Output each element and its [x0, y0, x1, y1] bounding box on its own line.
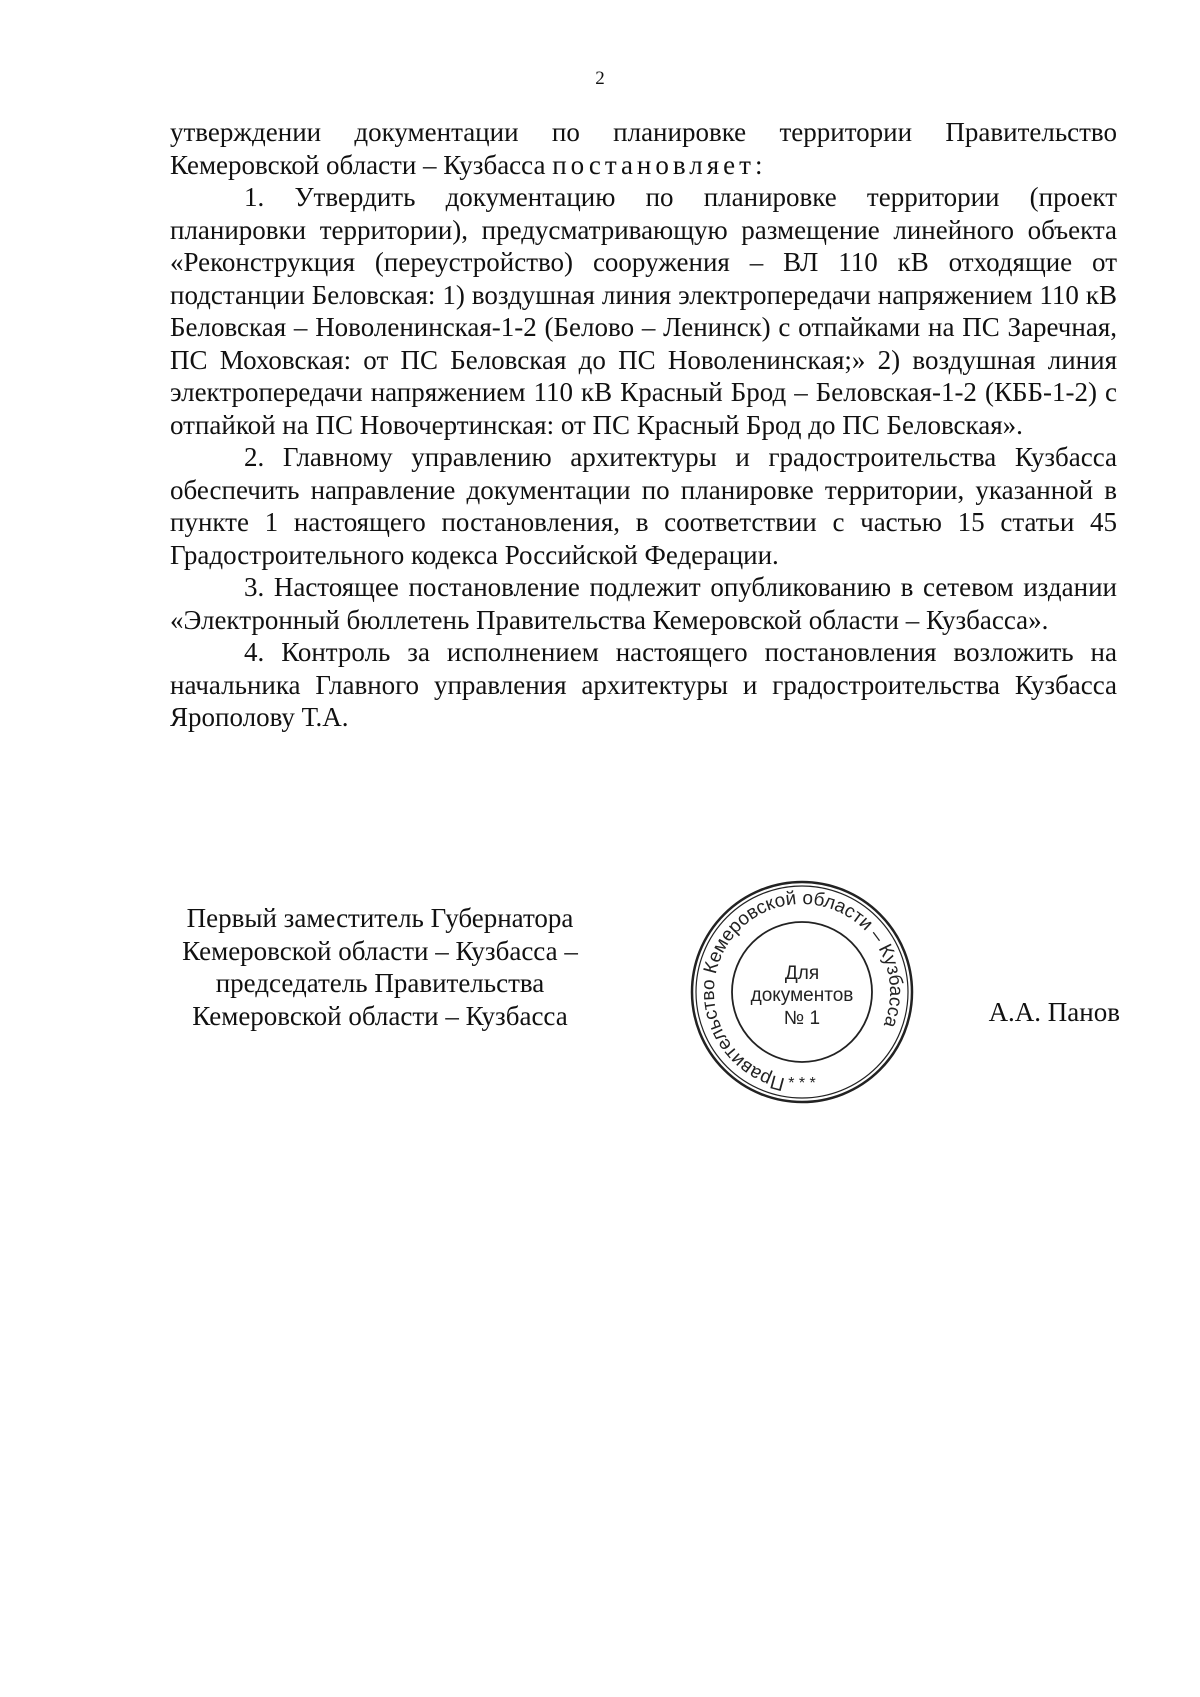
official-seal	[688, 878, 916, 1106]
signer-title-line-2: Кемеровской области – Кузбасса –	[182, 935, 578, 966]
seal-center-line-3: № 1	[783, 1008, 821, 1029]
signer-title-line-3: председатель Правительства	[215, 968, 545, 998]
document-body	[170, 116, 1117, 734]
item-2: 2. Главному управлению архитектуры и градостроительства Кузбасса обеспечить направление документации по планировке территории, указанной в пункте 1 настоящего постановления, в соответствии с частью 15 статьи 45 Градостроительного кодекса Российской Федерации.	[170, 442, 1117, 570]
seal-center-line-1: Для	[784, 963, 820, 984]
item-3: 3. Настоящее постановление подлежит опубликованию в сетевом издании «Электронный бюллетень Правительства Кемеровской области – Кузбасса».	[170, 572, 1117, 635]
decree-word: постановляет	[552, 149, 755, 180]
item-1: 1. Утвердить документацию по планировке территории (проект планировки территории), предусматривающую размещение линейного объекта «Реконструкция (переустройство) сооружения – ВЛ 110 кВ отходящие от подстанции Беловская: 1) воздушная линия электропередачи напряжением 110 кВ Беловская – Новоленинская-1-2 (Белово – Ленинск) с отпайками на ПС Заречная, ПС Моховская: от ПС Беловская до ПС Новоленинская;» 2) воздушная линия электропередачи напряжением 110 кВ Красный Брод – Беловская-1-2 (КББ-1-2) с отпайкой на ПС Новочертинская: от ПС Красный Брод до ПС Беловская».	[170, 182, 1117, 440]
intro-paragraph	[170, 116, 1117, 181]
decree-colon: :	[754, 149, 763, 180]
signer-title-line-1: Первый заместитель Губернатора	[186, 903, 574, 933]
seal-graphic	[688, 878, 916, 1106]
seal-center-line-2: документов	[750, 985, 854, 1006]
signer-name: А.А. Панов	[988, 997, 1120, 1027]
seal-stars: * * *	[788, 1075, 816, 1092]
page-number: 2	[595, 68, 605, 89]
signer-title-line-4: Кемеровской области – Кузбасса	[192, 1000, 568, 1031]
signature-block	[170, 902, 590, 1032]
seal-ring-text: Правительство Кемеровской области – Кузбасса	[697, 887, 907, 1095]
item-4: 4. Контроль за исполнением настоящего постановления возложить на начальника Главного управления архитектуры и градостроительства Кузбасса Ярополову Т.А.	[170, 637, 1117, 732]
intro-text: утверждении документации по планировке территории Правительство Кемеровской области – Кузбасса	[170, 117, 1117, 180]
